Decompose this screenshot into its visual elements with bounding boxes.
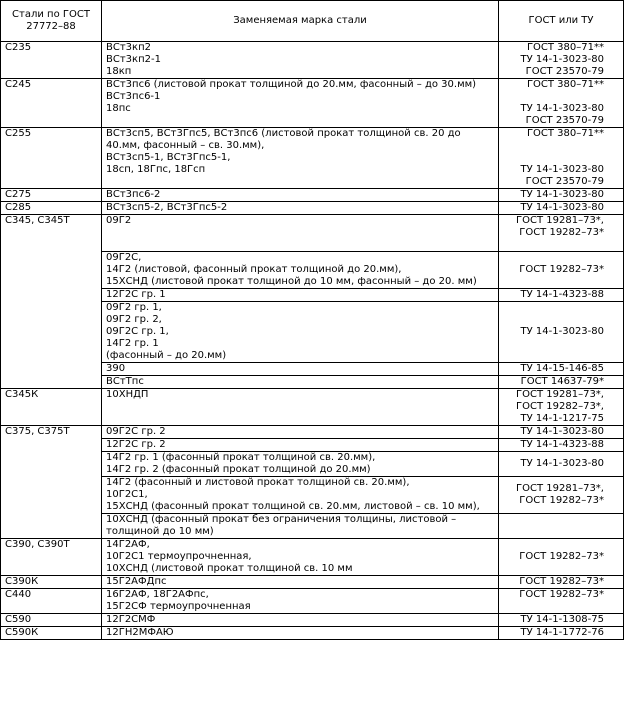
standard-cell: [499, 439, 624, 452]
standard-cell: [499, 426, 624, 439]
replaced-grade-cell: [102, 452, 499, 477]
table-row: [1, 215, 624, 252]
replaced-grade: 18пс: [106, 103, 131, 114]
standard-cell: [499, 252, 624, 289]
replaced-grade: 10ХНДП: [106, 389, 149, 400]
standard-ref: [503, 152, 604, 164]
table-row: [1, 589, 624, 614]
replaced-grade: 14Г2АФ,: [106, 539, 150, 550]
replaced-grade: 09Г2 гр. 1,: [106, 302, 162, 313]
steel-grade: С255: [5, 128, 32, 139]
replaced-grade-cell: [102, 589, 499, 614]
steel-grade-cell: [1, 42, 102, 79]
table-row: [1, 128, 624, 189]
replaced-grade: 12Г2С гр. 2: [106, 439, 166, 450]
replaced-grade: 18сп, 18Гпс, 18Гсп: [106, 164, 206, 175]
standard-ref: ГОСТ 380–71**: [526, 128, 604, 139]
standard-cell: [499, 128, 624, 189]
replaced-grade: [106, 239, 494, 251]
replaced-grade-cell: [102, 389, 499, 426]
replaced-grade: 14Г2 гр. 1 (фасонный прокат толщиной св. 20.мм),: [106, 452, 376, 463]
standard-ref: ГОСТ 380–71**: [526, 42, 604, 53]
replaced-grade: ВСт3кп2-1: [106, 54, 161, 65]
steel-grade-cell: [1, 426, 102, 539]
replaced-grade-cell: [102, 42, 499, 79]
standard-cell: [499, 614, 624, 627]
standard-cell: [499, 363, 624, 376]
standard-cell: [499, 539, 624, 576]
standard-ref: ТУ 14-1-1772-76: [520, 627, 604, 638]
replaced-grade: 10ХСНД (листовой прокат толщиной св. 10 мм: [106, 563, 353, 574]
standard-ref: ГОСТ 19281–73*,: [516, 483, 604, 494]
standard-ref: ТУ 14-1-3023-80: [520, 458, 604, 469]
standard-ref: ТУ 14-1-4323-88: [520, 289, 604, 300]
replaced-grade: 10ХСНД (фасонный прокат без ограничения толщины, листовой – толщиной до 10 мм): [106, 514, 457, 537]
standard-cell: [499, 215, 624, 252]
replaced-grade-cell: [102, 202, 499, 215]
replaced-grade-cell: [102, 627, 499, 640]
standard-cell: [499, 376, 624, 389]
replaced-grade: 09Г2С,: [106, 252, 142, 263]
standard-ref: ГОСТ 23570-79: [525, 115, 604, 126]
replaced-grade: 09Г2 гр. 2,: [106, 314, 162, 325]
steel-grade-cell: [1, 576, 102, 589]
standard-cell: [499, 189, 624, 202]
replaced-grade-cell: [102, 477, 499, 514]
steel-grade-cell: [1, 627, 102, 640]
replaced-grade-cell: [102, 289, 499, 302]
replaced-grade: 18кп: [106, 66, 132, 77]
standard-ref: ТУ 14-1-3023-80: [520, 189, 604, 200]
standard-ref: ГОСТ 23570-79: [525, 66, 604, 77]
replaced-grade-cell: [102, 576, 499, 589]
steel-grade: С285: [5, 202, 32, 213]
steel-grade: С590К: [5, 627, 39, 638]
table-body: [1, 42, 624, 640]
standard-ref: ГОСТ 19282–73*,: [516, 401, 604, 412]
standard-ref: ГОСТ 19281–73*,: [516, 215, 604, 226]
table-row: [1, 614, 624, 627]
table-row: [1, 202, 624, 215]
replaced-grade: 12Г2С гр. 1: [106, 289, 166, 300]
steel-grade: С345К: [5, 389, 39, 400]
replaced-grade: ВСт3пс6-2: [106, 189, 161, 200]
replaced-grade: ВСт3сп5-2, ВСт3Гпс5-2: [106, 202, 228, 213]
standard-ref: ГОСТ 19282–73*: [519, 495, 604, 506]
replaced-grade: 14Г2 гр. 2 (фасонный прокат толщиной до 20.мм): [106, 464, 371, 475]
standard-cell: [499, 289, 624, 302]
steel-grade-cell: [1, 539, 102, 576]
standard-ref: ТУ 14-1-3023-80: [520, 103, 604, 114]
replaced-grade-cell: [102, 539, 499, 576]
replaced-grade: 14Г2 (листовой, фасонный прокат толщиной до 20.мм),: [106, 264, 402, 275]
replaced-grade: ВСтТпс: [106, 376, 144, 387]
replaced-grade: 12ГН2МФАЮ: [106, 627, 174, 638]
replaced-grade: 10Г2С1,: [106, 489, 148, 500]
replaced-grade-cell: [102, 302, 499, 363]
steel-grade-cell: [1, 189, 102, 202]
table-row: [1, 189, 624, 202]
table-row: [1, 627, 624, 640]
replaced-grade-cell: [102, 514, 499, 539]
standard-ref: ГОСТ 380–71**: [526, 79, 604, 90]
standard-cell: [499, 589, 624, 614]
steel-grade-cell: [1, 202, 102, 215]
standard-ref: ТУ 14-1-3023-80: [520, 202, 604, 213]
steel-grade-cell: [1, 128, 102, 189]
replaced-grade-cell: [102, 252, 499, 289]
standard-cell: [499, 452, 624, 477]
replaced-grade: 12Г2СМФ: [106, 614, 156, 625]
table-row: [1, 79, 624, 128]
replaced-grade: [106, 227, 494, 239]
replaced-grade: 16Г2АФ, 18Г2АФпс,: [106, 589, 209, 600]
header-steel: Стали по ГОСТ 27772–88: [1, 1, 102, 42]
standard-ref: ГОСТ 19281–73*,: [516, 389, 604, 400]
replaced-grade: 09Г2: [106, 215, 132, 226]
standard-ref: ГОСТ 19282–73*: [519, 264, 604, 275]
standard-ref: ГОСТ 19282–73*: [519, 576, 604, 587]
standard-ref: ТУ 14-15-146-85: [520, 363, 604, 374]
replaced-grade: 390: [106, 363, 126, 374]
table-row: [1, 389, 624, 426]
header-replaced-grade: Заменяемая марка стали: [102, 1, 499, 42]
replaced-grade-cell: [102, 376, 499, 389]
steel-grade-cell: [1, 215, 102, 389]
replaced-grade: 09Г2С гр. 2: [106, 426, 166, 437]
steel-grade: С375, С375Т: [5, 426, 70, 437]
replaced-grade: 15ХСНД (листовой прокат толщиной до 10 мм, фасонный – до 20. мм): [106, 276, 477, 287]
standard-cell: [499, 477, 624, 514]
standard-cell: [499, 389, 624, 426]
table-row: [1, 539, 624, 576]
replaced-grade: ВСт3сп5, ВСт3Гпс5, ВСт3пс6 (листовой прокат толщиной св. 20 до 40.мм, фасонный – св. 30.мм),: [106, 128, 461, 151]
header-row: [1, 1, 624, 42]
header-standard: ГОСТ или ТУ: [499, 1, 624, 42]
steel-grade: С390К: [5, 576, 39, 587]
steel-grade: С245: [5, 79, 32, 90]
table-row: [1, 426, 624, 439]
replaced-grade: (фасонный – до 20.мм): [106, 350, 227, 361]
steel-grade-cell: [1, 389, 102, 426]
standard-ref: ТУ 14-1-3023-80: [520, 426, 604, 437]
standard-cell: [499, 576, 624, 589]
standard-ref: ГОСТ 19282–73*: [519, 589, 604, 600]
steel-grade: С345, С345Т: [5, 215, 70, 226]
replaced-grade-cell: [102, 614, 499, 627]
replaced-grade-cell: [102, 79, 499, 128]
steel-grade-cell: [1, 79, 102, 128]
replaced-grade: 14Г2 гр. 1: [106, 338, 159, 349]
replaced-grade: 15ХСНД (фасонный прокат толщиной св. 20.мм, листовой – св. 10 мм),: [106, 501, 480, 512]
standard-ref: ГОСТ 14637-79*: [520, 376, 604, 387]
replaced-grade-cell: [102, 189, 499, 202]
standard-ref: ТУ 14-1-3023-80: [520, 326, 604, 337]
replaced-grade: 09Г2С гр. 1,: [106, 326, 169, 337]
standard-ref: ТУ 14-1-3023-80: [520, 164, 604, 175]
replaced-grade: ВСт3кп2: [106, 42, 151, 53]
steel-grade: С590: [5, 614, 32, 625]
table-row: [1, 42, 624, 79]
steel-grade: С390, С390Т: [5, 539, 70, 550]
steel-grade: С235: [5, 42, 32, 53]
replaced-grade: ВСт3пс6-1: [106, 91, 161, 102]
steel-grade-cell: [1, 589, 102, 614]
standard-cell: [499, 79, 624, 128]
steel-grade-cell: [1, 614, 102, 627]
standard-cell: [499, 302, 624, 363]
replaced-grade: 14Г2 (фасонный и листовой прокат толщиной св. 20.мм),: [106, 477, 410, 488]
replaced-grade: ВСт3сп5-1, ВСт3Гпс5-1,: [106, 152, 231, 163]
standard-ref: ТУ 14-1-1308-75: [520, 614, 604, 625]
standard-cell: [499, 627, 624, 640]
replaced-grade: 15Г2СФ термоупрочненная: [106, 601, 251, 612]
standard-ref: ТУ 14-1-1217-75: [520, 413, 604, 424]
replaced-grade: 15Г2АФДпс: [106, 576, 167, 587]
replaced-grade-cell: [102, 128, 499, 189]
steel-grade: С275: [5, 189, 32, 200]
table-row: [1, 576, 624, 589]
standard-ref: ГОСТ 19282–73*: [519, 551, 604, 562]
standard-ref: ТУ 14-1-4323-88: [520, 439, 604, 450]
replaced-grade: 10Г2С1 термоупрочненная,: [106, 551, 252, 562]
standard-ref: ГОСТ 23570-79: [525, 176, 604, 187]
replaced-grade-cell: [102, 426, 499, 439]
replaced-grade-cell: [102, 439, 499, 452]
standard-ref: [503, 140, 604, 152]
replaced-grade-cell: [102, 215, 499, 252]
standard-ref: ТУ 14-1-3023-80: [520, 54, 604, 65]
steel-grade: С440: [5, 589, 32, 600]
standard-cell: [499, 514, 624, 539]
standard-ref: ГОСТ 19282–73*: [519, 227, 604, 238]
replaced-grade: ВСт3пс6 (листовой прокат толщиной до 20.мм, фасонный – до 30.мм): [106, 79, 477, 90]
replaced-grade-cell: [102, 363, 499, 376]
standard-cell: [499, 202, 624, 215]
standard-ref: [503, 91, 604, 103]
standard-cell: [499, 42, 624, 79]
